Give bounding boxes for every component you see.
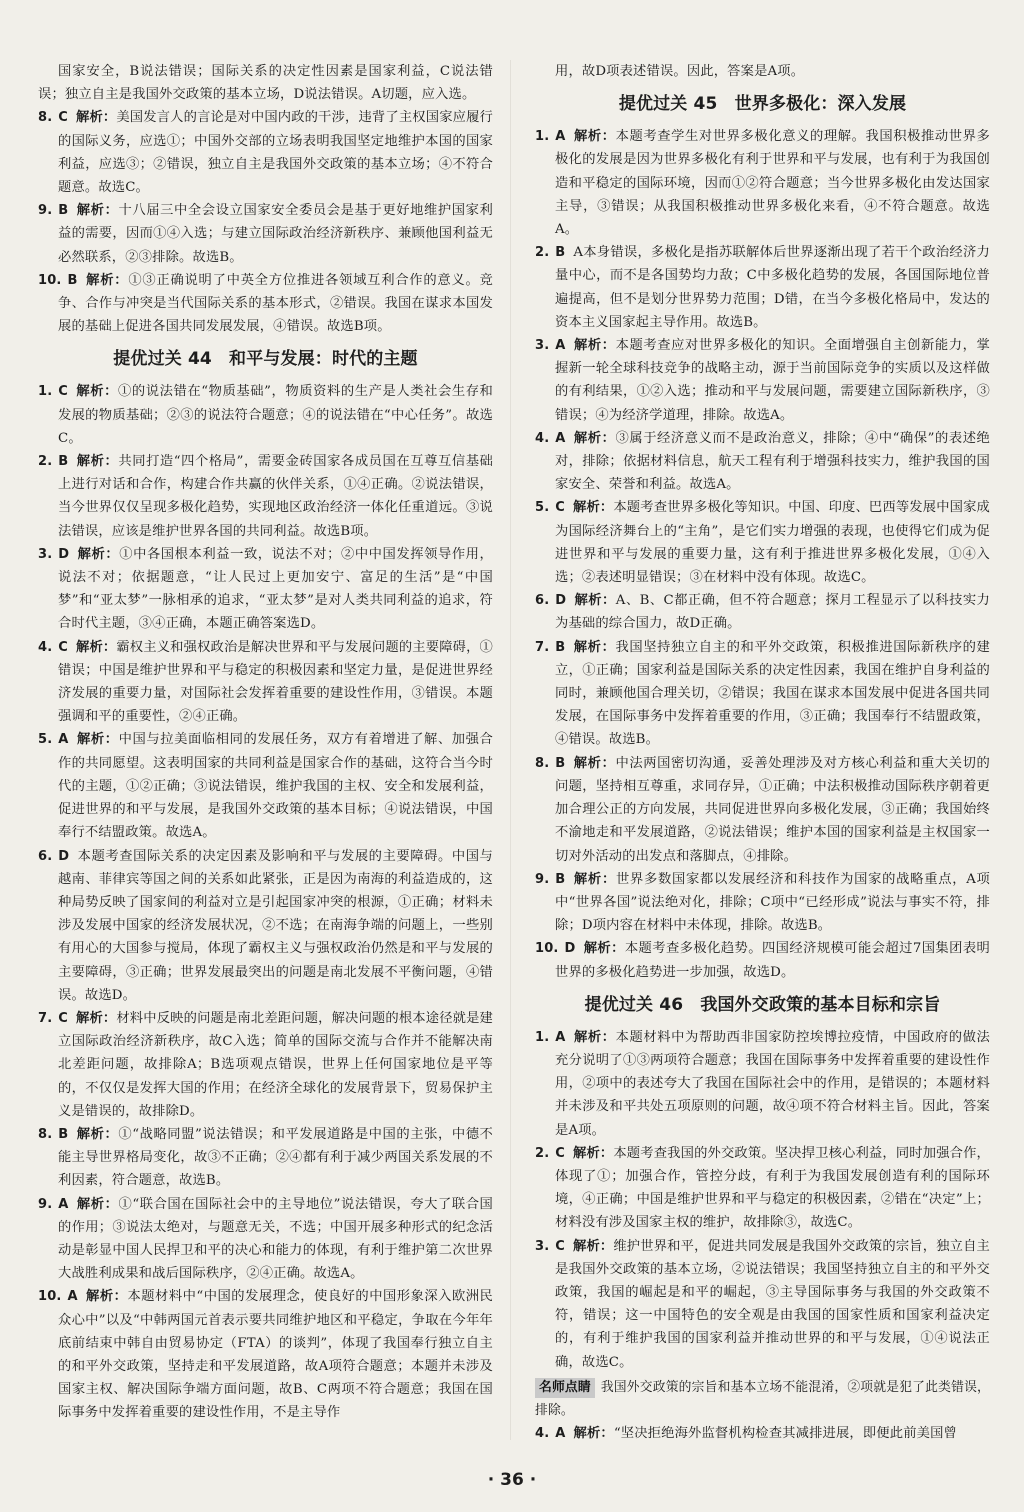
answer-list (535, 125, 990, 984)
answer-item: 9. A 解析：①“联合国在国际社会中的主导地位”说法错误，夸大了联合国的作用；③说法太绝对，与题意无关，不选；中国开展多种形式的纪念活动是彰显中国人民捍卫和平的决心和能力的体现，有利于维护第二次世界大战胜利成果和战后国际秩序，②④正确。故选A。 (38, 1196, 494, 1282)
section-heading-45: 提优过关 45 世界多极化：深入发展 (618, 94, 907, 115)
answer-item: 4. A 解析：“坚决拒绝海外监督机构检查其减排进展，即便此前美国曾 (535, 1426, 957, 1442)
section-heading-44: 提优过关 44 和平与发展：时代的主题 (113, 349, 418, 370)
answer-item: 5. C 解析：本题考查世界多极化等知识。中国、印度、巴西等发展中国家成为国际经济舞台上的“主角”，是它们实力增强的表现，也使得它们成为促进世界和平与发展的重要力量，这有利于推进世界多极化发展，①④入选；②表述明显错误；③在材料中没有体现。故选C。 (535, 500, 990, 586)
answer-item: 7. C 解析：材料中反映的问题是南北差距问题，解决问题的根本途径就是建立国际政治经济新秩序，故C入选；简单的国际交流与合作并不能解决南北差距问题，故排除A；B选项观点错误，世界上任何国家地位是平等的，不仅仅是发挥大国的作用；在经济全球化的发展背景下，贸易保护主义是错误的，故排除D。 (38, 1010, 493, 1119)
answer-item: 4. C 解析：霸权主义和强权政治是解决世界和平与发展问题的主要障碍，①错误；中国是维护世界和平与稳定的积极因素和坚定力量，是促进世界经济发展的重要力量，对国际社会发挥着重要的建设性作用，③错误。本题强调和平的重要性，②④正确。 (38, 639, 493, 725)
answer-item: 1. C 解析：①的说法错在“物质基础”，物质资料的生产是人类社会生存和发展的物质基础；②③的说法符合题意；④的说法错在“中心任务”。故选C。 (38, 384, 494, 446)
continuation-text: 用，故D项表述错误。因此，答案是A项。 (555, 64, 805, 79)
answer-item: 8. C 解析：美国发言人的言论是对中国内政的干涉，违背了主权国家应履行的国际义务，应选①；中国外交部的立场表明我国坚定地维护本国的国家利益，应选③；②错误，独立自主是我国外交政策的基本立场；④不符合题意。故选C。 (38, 110, 493, 196)
answer-item: 9. B 解析：十八届三中全会设立国家安全委员会是基于更好地维护国家利益的需要，因而①④入选；与建立国际政治经济新秩序、兼顾他国利益无必然联系，②③排除。故选B。 (38, 203, 493, 265)
answer-item: 8. B 解析：中法两国密切沟通，妥善处理涉及对方核心利益和重大关切的问题，坚持相互尊重，求同存异，①正确；中法积极推动国际秩序朝着更加合理公正的方向发展，共同促进世界向多极化发展，③正确；我国始终不渝地走和平发展道路，②说法错误；维护本国的国家利益是主权国家一切对外活动的出发点和落脚点，④排除。 (535, 755, 990, 864)
answer-item: 10. A 解析：本题材料中“中国的发展理念，使良好的中国形象深入欧洲民众心中”以及“中韩两国元首表示要共同维护地区和平稳定，争取在今年年底前结束中韩自由贸易协定（FTA）的谈判”，体现了我国奉行独立自主的和平外交政策，坚持走和平发展道路，故A项符合题意；本题并未涉及国家主权、解决国际争端方面问题，故B、C两项不符合题意；我国在国际事务中发挥着重要的建设性作用，不是主导作 (38, 1289, 493, 1421)
answer-item: 3. A 解析：本题考查应对世界多极化的知识。全面增强自主创新能力，掌握新一轮全球科技竞争的战略主动，源于当前国际竞争的实质以及这样做的有利结果，①②入选；推动和平与发展问题，需要建立国际新秩序，③错误；④为经济学道理，排除。故选A。 (535, 338, 990, 423)
continuation-text: 国家安全，B说法错误；国际关系的决定性因素是国家利益，C说法错误；独立自主是我国外交政策的基本立场，D说法错误。A切题，应入选。 (38, 64, 493, 103)
right-column (535, 60, 990, 1445)
answer-item: 3. C 解析：维护世界和平，促进共同发展是我国外交政策的宗旨，独立自主是我国外交政策的基本立场，②说法错误；我国坚持独立自主的和平外交政策，我国的崛起是和平的崛起，③主导国际事务与我国的外交政策不符，错误；这一中国特色的安全观是由我国的国家性质和国家利益决定的，有利于维护我国的国家利益并推动世界的和平与发展，①④说法正确，故选C。 (535, 1238, 990, 1370)
answer-item: 2. B A本身错误，多极化是指苏联解体后世界逐渐出现了若干个政治经济力量中心，而不是各国势均力敌；C中多极化趋势的发展，各国国际地位普遍提高，但不是划分世界势力范围；D错，在当今多极化格局中，发达的资本主义国家起主导作用。故选B。 (535, 245, 990, 330)
answer-list (535, 1026, 990, 1374)
teacher-tip (535, 1376, 990, 1422)
answer-item: 6. D 本题考查国际关系的决定因素及影响和平与发展的主要障碍。中国与越南、菲律宾等国之间的关系如此紧张，正是因为南海的利益造成的，这种局势反映了国家间的利益对立是引起国家冲突的根源，①正确；材料未涉及发展中国家的经济发展状况，②不选；在南海争端的问题上，一些别有用心的大国参与搅局，体现了霸权主义与强权政治仍然是和平与发展的主要障碍，③正确；世界发展最突出的问题是南北发展不平衡问题，④错误。故选D。 (38, 848, 493, 1003)
column-divider (510, 60, 511, 1440)
teacher-tip-text: 我国外交政策的宗旨和基本立场不能混淆，②项就是犯了此类错误，排除。 (535, 1379, 990, 1418)
answer-item: 1. A 解析：本题材料中为帮助西非国家防控埃博拉疫情，中国政府的做法充分说明了①③两项符合题意；我国在国际事务中发挥着重要的建设性作用，②项中的表述夸大了我国在国际社会中的作用，是错误的；本题材料并未涉及和平共处五项原则的问题，故④项不符合材料主旨。因此，答案是A项。 (535, 1029, 990, 1138)
answer-item: 3. D 解析：①中各国根本利益一致，说法不对；②中中国发挥领导作用，说法不对；依据题意，“让人民过上更加安宁、富足的生活”是“中国梦”和“亚太梦”一脉相承的追求，“亚太梦”是对人类共同利益的追求，符合时代主题，③④正确，本题正确答案选D。 (38, 546, 493, 632)
teacher-tip-label: 名师点睛 (535, 1378, 595, 1398)
answer-item: 2. C 解析：本题考查我国的外交政策。坚决捍卫核心利益，同时加强合作，体现了①；加强合作，管控分歧，有利于为我国发展创造有利的国际环境，④正确；中国是维护世界和平与稳定的积极因素，②错在“决定”上；材料没有涉及国家主权的维护，故排除③，故选C。 (535, 1145, 990, 1231)
page-number: · 36 · (487, 1470, 537, 1490)
left-column (38, 60, 493, 1425)
section-heading-46: 提优过关 46 我国外交政策的基本目标和宗旨 (584, 994, 941, 1015)
answer-list (38, 106, 493, 338)
answer-item: 8. B 解析：①“战略同盟”说法错误；和平发展道路是中国的主张，中德不能主导世界格局变化，故③不正确；②④都有利于减少两国关系发展的不利因素，符合题意，故选B。 (38, 1126, 494, 1189)
answer-item: 6. D 解析：A、B、C都正确，但不符合题意；探月工程显示了以科技实力为基础的综合国力，故D正确。 (535, 593, 991, 632)
answer-item: 1. A 解析：本题考查学生对世界多极化意义的理解。我国积极推动世界多极化的发展是因为世界多极化有利于世界和平与发展，也有利于为我国创造和平稳定的国际环境，因而①②符合题意；当今世界多极化由发达国家主导，③错误；从我国积极推动世界多极化来看，④不符合题意。故选A。 (535, 129, 990, 238)
answer-item: 10. B 解析：①③正确说明了中英全方位推进各领域互利合作的意义。竞争、合作与冲突是当代国际关系的基本形式，②错误。我国在谋求本国发展的基础上促进各国共同发展发展，④错误。故选B项。 (38, 272, 494, 335)
answer-list (38, 380, 493, 1424)
answer-item: 4. A 解析：③属于经济意义而不是政治意义，排除；④中“确保”的表述绝对，排除；依据材料信息，航天工程有利于增强科技实力，维护我国的国家安全、荣誉和利益。故选A。 (535, 430, 991, 493)
answer-item: 9. B 解析：世界多数国家都以发展经济和科技作为国家的战略重点，A项中“世界各国”说法绝对化，排除；C项中“已经形成”说法与事实不符，排除；D项内容在材料中未体现，排除。故选B。 (535, 871, 991, 934)
answer-item: 2. B 解析：共同打造“四个格局”，需要金砖国家各成员国在互尊互信基础上进行对话和合作，构建合作共赢的伙伴关系，①④正确。②说法错误，当今世界仅仅呈现多极化趋势，实现地区政治经济一体化任重道远。③说法错误，应该是维护世界各国的共同利益。故选B项。 (38, 454, 494, 539)
answer-item: 10. D 解析：本题考查多极化趋势。四国经济规模可能会超过7国集团表明世界的多极化趋势进一步加强，故选D。 (535, 941, 990, 980)
answer-item: 5. A 解析：中国与拉美面临相同的发展任务，双方有着增进了解、加强合作的共同愿望。这表明国家的共同利益是国家合作的基础，这符合当今时代的主题，①②正确；③说法错误，维护我国的主权、安全和发展利益，促进世界的和平与发展，是我国外交政策的基本目标；④说法错误，中国奉行不结盟政策。故选A。 (38, 732, 493, 841)
answer-item: 7. B 解析：我国坚持独立自主的和平外交政策，积极推进国际新秩序的建立，①正确；国家利益是国际关系的决定性因素，我国在维护自身利益的同时，兼顾他国合理关切，②错误；我国在谋求本国发展中促进各国共同发展，在国际事务中发挥着重要的作用，③正确；我国奉行不结盟政策，④错误。故选B。 (535, 639, 990, 748)
